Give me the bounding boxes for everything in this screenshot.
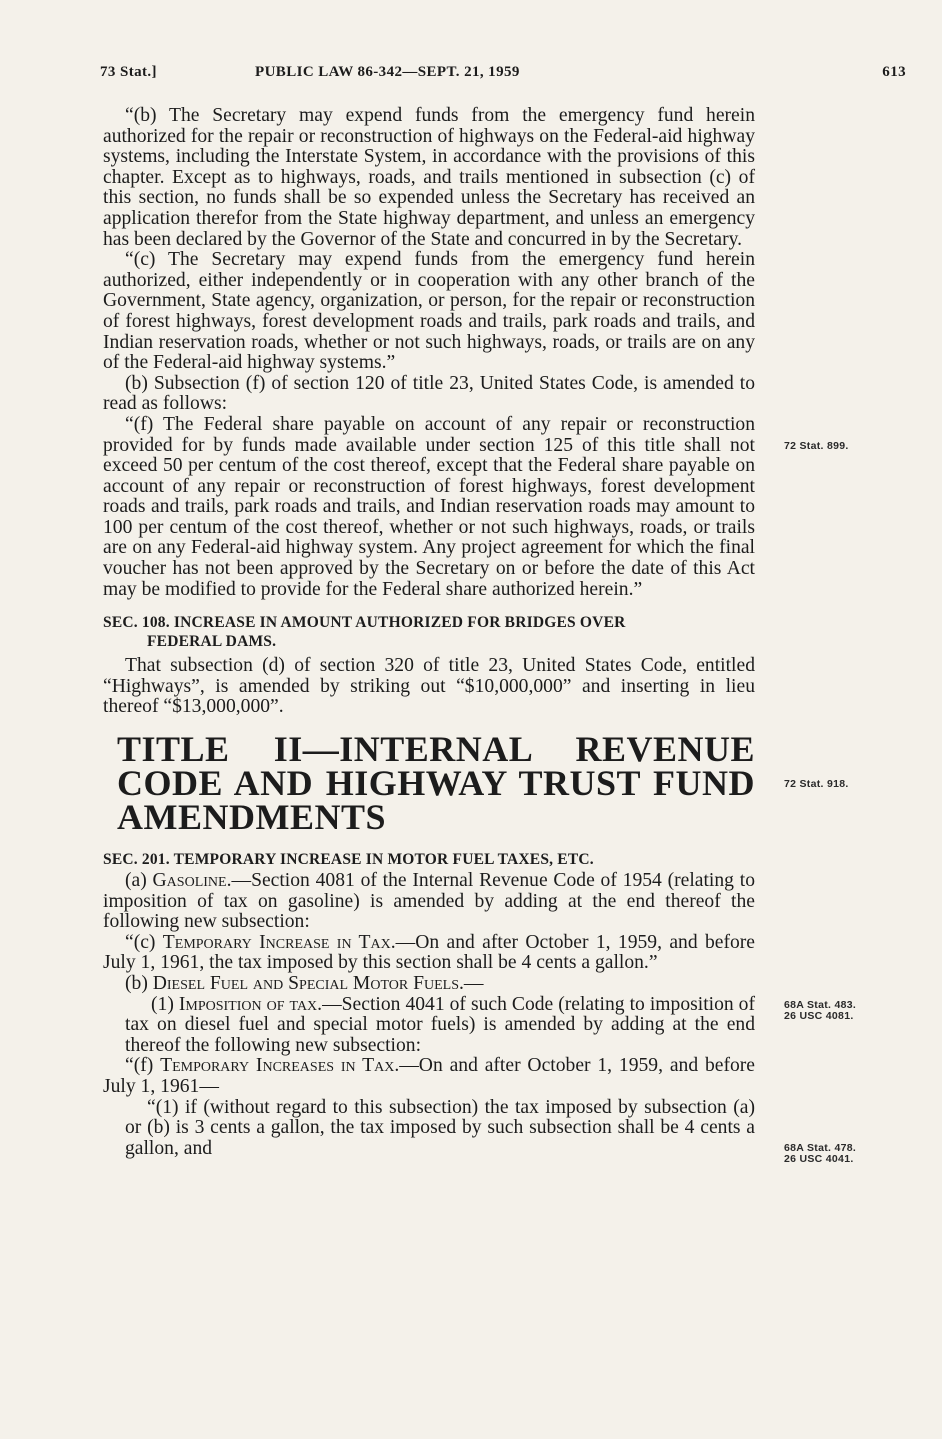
paragraph-f-temporary-increases	[103, 1056, 755, 1097]
paragraph-f-prefix: “(f)	[125, 1055, 161, 1077]
stat-reference: 73 Stat.]	[100, 64, 157, 80]
paragraph-b-text: .—	[459, 973, 484, 994]
margin-note-72-stat-899: 72 Stat. 899.	[784, 440, 849, 452]
paragraph-c-text: .—On and after October 1, 1959, and before July 1, 1961, the tax imposed by this section shall be 4 cents a gallon.”	[103, 931, 756, 974]
paragraph-a-lead: Gasoline	[152, 870, 227, 892]
section-108-heading	[103, 613, 755, 651]
paragraph-a-gasoline	[103, 871, 755, 933]
paragraph-f-text: .—On and after October 1, 1959, and before July 1, 1961—	[103, 1055, 755, 1097]
paragraph-c-emergency-fund: “(c) The Secretary may expend funds from the emergency fund herein authorized, either independently or in cooperation with any other branch of the Government, State agency, organization, or person, for the repair or reconstruction of forest highways, forest development roads and trails, park roads and trails, and Indian reservation roads, whether or not such highways, roads, or trails are on any of the Federal-aid highway systems.”	[103, 249, 755, 374]
margin-note-26-usc-4081: 26 USC 4081.	[784, 1010, 854, 1022]
paragraph-f-lead: Temporary Increases in Tax	[160, 1055, 395, 1077]
margin-note-68a-stat-478-line1: 68A Stat. 478.	[784, 1142, 857, 1154]
main-text-column	[103, 106, 755, 1159]
paragraph-1-prefix: (1)	[151, 993, 179, 1015]
paragraph-f-federal-share: “(f) The Federal share payable on account of any repair or reconstruction provided for by funds made available under section 125 of this title shall not exceed 50 per centum of the cost thereof, except that the Federal share payable on account of any repair or reconstruction of forest highways, forest development roads and trails, park roads and trails, and Indian reservation roads may amount to 100 per centum of the cost thereof, whether or not such highways, roads, or trails are on any Federal-aid highway system. Any project agreement for which the final voucher has not been approved by the Secretary on or before the date of this Act may be modified to provide for the Federal share authorized herein.”	[103, 413, 755, 600]
paragraph-c-prefix: “(c)	[125, 931, 163, 953]
section-108-heading-line1: SEC. 108. INCREASE IN AMOUNT AUTHORIZED FOR BRIDGES OVER	[103, 614, 626, 632]
margin-note-68a-stat-478	[784, 1143, 856, 1165]
paragraph-a-prefix: (a)	[125, 870, 153, 892]
paragraph-section-108: That subsection (d) of section 320 of title 23, United States Code, entitled “Highways”, is amended by striking out “$10,000,000” and inserting in lieu thereof “$13,000,000”.	[103, 655, 755, 718]
margin-note-72-stat-918: 72 Stat. 918.	[784, 778, 849, 790]
margin-note-26-usc-4041: 26 USC 4041.	[784, 1153, 854, 1165]
paragraph-c-lead: Temporary Increase in Tax	[162, 931, 391, 953]
paragraph-1-text: .—Section 4041 of such Code (relating to imposition of tax on diesel fuel and special motor fuels) is amended by adding at the end thereof the following new subsection:	[125, 993, 755, 1056]
section-201-heading: SEC. 201. TEMPORARY INCREASE IN MOTOR FUEL TAXES, ETC.	[103, 851, 594, 869]
title-ii-heading: TITLE II—INTERNAL REVENUE CODE AND HIGHWAY TRUST FUND AMENDMENTS	[117, 729, 755, 838]
margin-note-68a-stat-483	[784, 1000, 856, 1022]
paragraph-c-temporary-increase	[103, 933, 755, 974]
header-title: PUBLIC LAW 86-342—SEPT. 21, 1959	[255, 64, 520, 80]
paragraph-b-lead: Diesel Fuel and Special Motor Fuels	[152, 973, 460, 994]
running-header	[100, 64, 906, 88]
margin-note-68a-stat-483-line1: 68A Stat. 483.	[784, 999, 857, 1011]
paragraph-b-diesel-fuel	[103, 974, 755, 995]
paragraph-1-if-tax: “(1) if (without regard to this subsection) the tax imposed by subsection (a) or (b) is 3 cents a gallon, the tax imposed by such subsection shall be 4 cents a gallon, and	[125, 1096, 755, 1159]
section-108-heading-line2: FEDERAL DAMS.	[147, 633, 277, 651]
paragraph-a-text: .—Section 4081 of the Internal Revenue Code of 1954 (relating to imposition of tax on gasoline) is amended by adding at the end thereof the following new subsection:	[103, 870, 755, 933]
paragraph-b-prefix: (b)	[125, 973, 153, 994]
paragraph-1-lead: Imposition of tax	[178, 993, 318, 1015]
page-number: 613	[882, 64, 906, 80]
paragraph-b-emergency-fund: “(b) The Secretary may expend funds from the emergency fund herein authorized for the repair or reconstruction of highways on the Federal-aid highway systems, including the Interstate System, in accordance with the provisions of this chapter. Except as to highways, roads, and trails mentioned in subsection (c) of this section, no funds shall be so expended unless the Secretary has received an application therefor from the State highway department, and unless an emergency has been declared by the Governor of the State and concurred in by the Secretary.	[103, 105, 755, 250]
paragraph-subsection-f-amend: (b) Subsection (f) of section 120 of title 23, United States Code, is amended to read as follows:	[103, 372, 755, 415]
paragraph-1-imposition	[125, 995, 755, 1057]
